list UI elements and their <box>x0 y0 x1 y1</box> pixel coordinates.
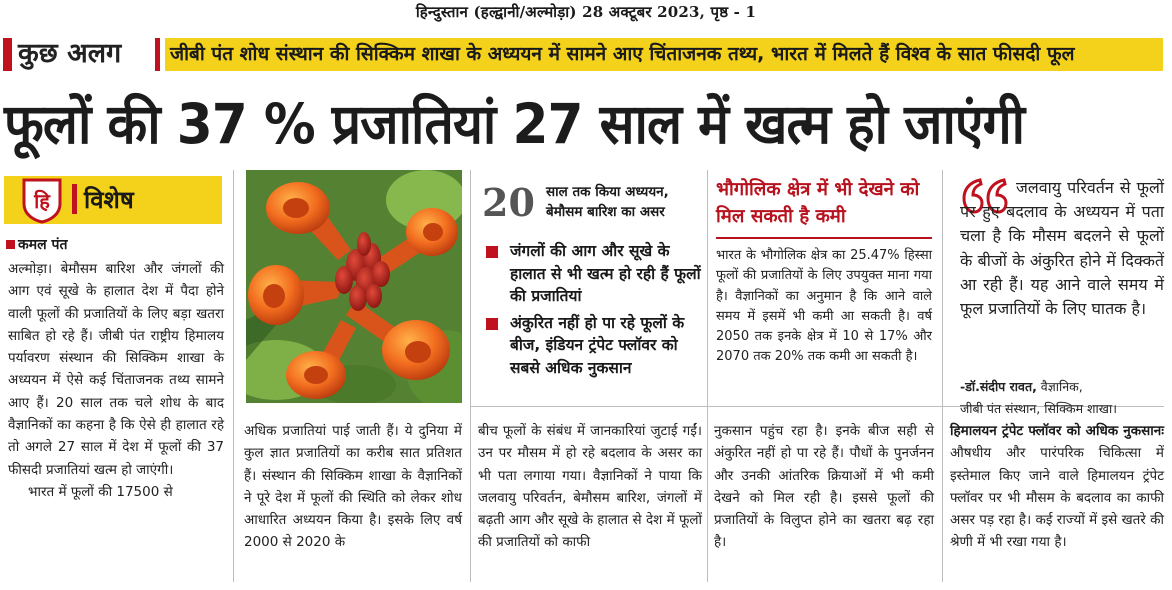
byline-marker <box>6 240 15 249</box>
column-divider <box>942 170 943 582</box>
scientist-quote: जलवायु परिवर्तन से फूलों पर हुए बदलाव के अध्ययन में पता चला है कि मौसम बदलने से फूलों के बीजों के अंकुरित होने में दिक्कतें आ रही हैं। यह आने वाले समय में फूल प्रजातियों के लिए घातक है। <box>960 178 1164 319</box>
column-5-lead: हिमालयन ट्रंपेट फ्लॉवर को अधिक नुकसानः <box>950 423 1164 439</box>
vishesh-label: विशेष <box>84 186 134 214</box>
kicker-accent-bar <box>3 38 12 71</box>
article-column-1 <box>8 258 224 503</box>
quote-author: -डॉ.संदीप रावत, <box>960 379 1037 394</box>
geo-heading: भौगोलिक क्षेत्र में भी देखने को मिल सकती है कमी <box>716 179 920 227</box>
highlight-text: अंकुरित नहीं हो पा रहे फूलों के बीज, इंडियन ट्रंपेट फ्लॉवर को सबसे अधिक नुकसान <box>510 313 685 377</box>
headline: फूलों की 37 % प्रजातियां 27 साल में खत्म हो जाएंगी <box>4 92 1025 156</box>
article-column-5 <box>950 420 1164 554</box>
column-1-paragraph: अल्मोड़ा। बेमौसम बारिश और जंगलों की आग एवं सूखे के हालात देश में पैदा होने वाली फूलों की प्रजातियों के लिए बड़ा खतरा साबित हो रहे हैं। जीबी पंत राष्ट्रीय हिमालय पर्यावरण संस्थान की सिक्किम शाखा के अध्ययन में ऐसे कई चिंताजनक तथ्य सामने आए हैं। 20 साल तक चले शोध के बाद वैज्ञानिकों का कहना है कि ऐसे ही हालात रहे तो अगले 27 साल में देश में फूलों की 37 फीसदी प्रजातियां खत्म हो जाएंगी। <box>8 261 224 478</box>
quote-attribution <box>960 376 1164 420</box>
vishesh-accent-bar <box>72 184 77 214</box>
byline-name: कमल पंत <box>18 237 68 253</box>
article-column-4: नुकसान पहुंच रहा है। इनके बीज सही से अंकुरित नहीं हो पा रहे हैं। पौधों के पुनर्जनन और उनकी आंतरिक क्रियाओं में भी कमी देखने को मिल रही है। इससे फूलों की प्रजातियों के विलुप्त होने का खतरा बढ़ रहा है। <box>714 423 934 551</box>
trumpet-flower-photo <box>246 170 462 403</box>
highlight-text: जंगलों की आग और सूखे के हालात से भी खत्म हो रही हैं फूलों की प्रजातियां <box>510 242 701 305</box>
kicker-separator <box>155 38 160 71</box>
logo-letter: हि <box>34 189 50 213</box>
byline <box>6 236 67 254</box>
article-column-2: अधिक प्रजातियां पाई जाती हैं। ये दुनिया में कुल ज्ञात प्रजातियों का करीब सात प्रतिशत हैं। संस्थान की सिक्किम शाखा के वैज्ञानिकों ने पूरे देश में फूलों की स्थिति को लेकर शोध आधारित अध्ययन किया है। इसके लिए वर्ष 2000 से 2020 के <box>244 423 462 551</box>
hindustan-logo-icon <box>20 176 64 224</box>
highlights-list <box>482 240 702 383</box>
kicker-label: कुछ अलग <box>18 38 122 69</box>
subheadline: जीबी पंत शोध संस्थान की सिक्किम शाखा के अध्ययन में सामने आए चिंताजनक तथ्य, भारत में मिलते हैं विश्व के सात फीसदी फूल <box>170 43 1075 65</box>
bullet-square-icon <box>486 246 498 258</box>
study-caption: साल तक किया अध्ययन, बेमौसम बारिश का असर <box>546 184 669 220</box>
quote-institute: जीबी पंत संस्थान, सिक्किम शाखा। <box>960 401 1117 416</box>
geo-body: भारत के भौगोलिक क्षेत्र का 25.47% हिस्सा फूलों की प्रजातियों के लिए उपयुक्त माना गया है। वैज्ञानिकों का अनुमान है कि आने वाले समय में इसमें भी कमी आ सकती है। वर्ष 2050 तक इनके क्षेत्र में 10 से 17% और 2070 तक 20% तक कमी आ सकती है। <box>716 248 932 365</box>
column-divider <box>707 170 708 582</box>
column-1-paragraph: भारत में फूलों की 17500 से <box>28 483 173 500</box>
list-item <box>482 312 702 380</box>
column-divider <box>470 170 471 582</box>
list-item <box>482 240 702 308</box>
quote-role: वैज्ञानिक, <box>1036 379 1083 394</box>
masthead: हिन्दुस्तान (हल्द्वानी/अल्मोड़ा) 28 अक्टूबर 2023, पृष्ठ - 1 <box>415 3 757 21</box>
article-column-3: बीच फूलों के संबंध में जानकारियां जुटाई गईं। उन पर मौसम में हो रहे बदलाव के असर का भी पता लगाया गया। वैज्ञानिकों ने पाया कि जलवायु परिवर्तन, बेमौसम बारिश, जंगलों में बढ़ती आग और सूखे के हालात से देश में फूलों की प्रजातियों को काफी <box>478 423 703 551</box>
study-years-number: 20 <box>482 180 535 225</box>
column-divider <box>233 170 234 582</box>
bullet-square-icon <box>486 318 498 330</box>
geo-heading-rule <box>716 237 932 239</box>
column-5-body: औषधीय और पारंपरिक चिकित्सा में इस्तेमाल किए जाने वाले हिमालयन ट्रंपेट फ्लॉवर पर भी मौसम के बदलाव का काफी असर पड़ रहा है। कई राज्यों में इसे खतरे की श्रेणी में भी रखा गया है। <box>950 445 1164 551</box>
